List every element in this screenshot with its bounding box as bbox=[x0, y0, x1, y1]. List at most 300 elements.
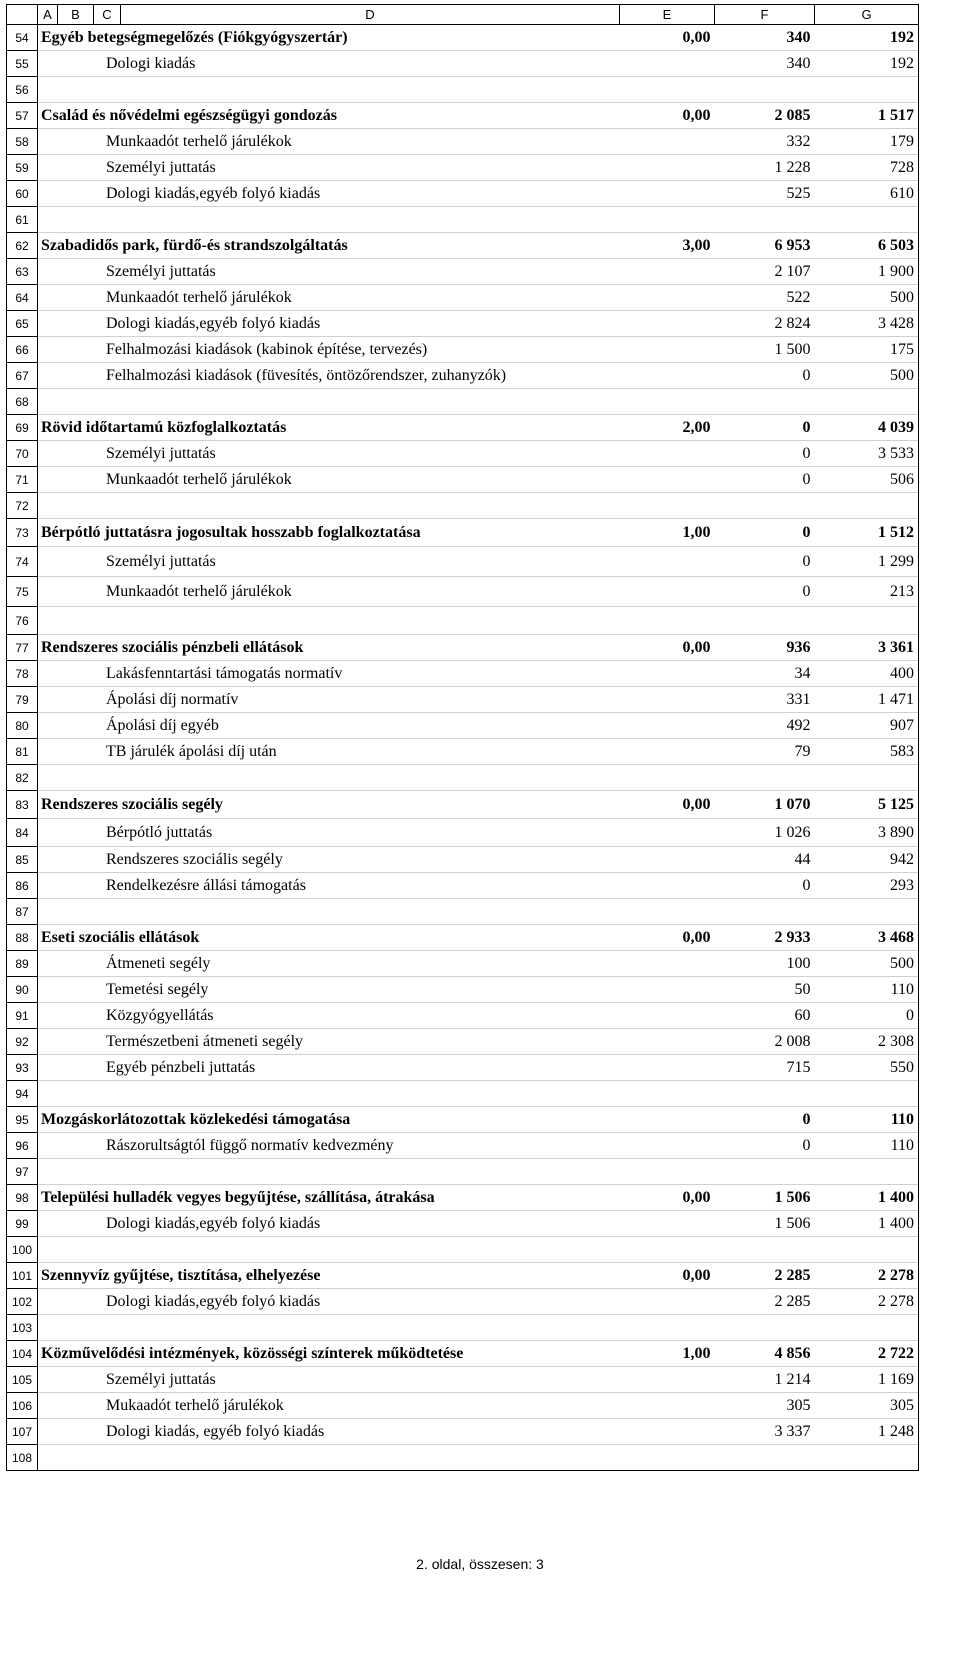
cell-e[interactable] bbox=[620, 661, 715, 687]
cell-f[interactable]: 492 bbox=[715, 713, 815, 739]
cell-g[interactable]: 293 bbox=[815, 873, 919, 899]
cell-f[interactable]: 79 bbox=[715, 739, 815, 765]
item-row bbox=[7, 873, 919, 899]
cell-f[interactable]: 1 506 bbox=[715, 1185, 815, 1211]
item-row bbox=[7, 181, 919, 207]
cell-description[interactable] bbox=[38, 1393, 620, 1419]
cell-e[interactable] bbox=[620, 765, 715, 791]
cell-g[interactable]: 192 bbox=[815, 25, 919, 51]
cell-description[interactable] bbox=[38, 687, 620, 713]
cell-f[interactable]: 2 824 bbox=[715, 311, 815, 337]
cell-g[interactable]: 3 890 bbox=[815, 819, 919, 847]
cell-description[interactable] bbox=[38, 577, 620, 607]
cell-f[interactable]: 44 bbox=[715, 847, 815, 873]
cell-g[interactable]: 2 278 bbox=[815, 1263, 919, 1289]
cell-e[interactable] bbox=[620, 687, 715, 713]
cell-f[interactable] bbox=[715, 1237, 815, 1263]
cell-description[interactable] bbox=[38, 1029, 620, 1055]
row-header[interactable]: 71 bbox=[7, 467, 38, 493]
row-header[interactable]: 73 bbox=[7, 519, 38, 547]
row-header[interactable]: 72 bbox=[7, 493, 38, 519]
cell-g[interactable]: 610 bbox=[815, 181, 919, 207]
cell-description[interactable] bbox=[38, 1107, 620, 1133]
cell-g[interactable]: 506 bbox=[815, 467, 919, 493]
cell-g[interactable]: 1 400 bbox=[815, 1211, 919, 1237]
cell-f[interactable]: 0 bbox=[715, 1107, 815, 1133]
description-text: TB járulék ápolási díj után bbox=[106, 742, 277, 760]
row-header[interactable]: 88 bbox=[7, 925, 38, 951]
cell-f[interactable]: 2 107 bbox=[715, 259, 815, 285]
cell-description[interactable] bbox=[38, 1185, 620, 1211]
cell-g[interactable]: 3 533 bbox=[815, 441, 919, 467]
cell-f[interactable]: 340 bbox=[715, 51, 815, 77]
cell-description[interactable] bbox=[38, 181, 620, 207]
row-header[interactable]: 65 bbox=[7, 311, 38, 337]
column-header-b[interactable]: B bbox=[58, 5, 94, 25]
row-header[interactable]: 54 bbox=[7, 25, 38, 51]
row-header[interactable]: 82 bbox=[7, 765, 38, 791]
cell-f[interactable]: 0 bbox=[715, 467, 815, 493]
cell-description[interactable] bbox=[38, 467, 620, 493]
cell-e[interactable] bbox=[620, 467, 715, 493]
column-header-f[interactable]: F bbox=[715, 5, 815, 25]
spreadsheet-table bbox=[6, 4, 919, 1471]
row-header[interactable]: 99 bbox=[7, 1211, 38, 1237]
row-header[interactable]: 89 bbox=[7, 951, 38, 977]
cell-description[interactable] bbox=[38, 1211, 620, 1237]
row-header[interactable]: 74 bbox=[7, 547, 38, 577]
cell-e[interactable] bbox=[620, 285, 715, 311]
cell-description[interactable] bbox=[38, 1055, 620, 1081]
row-header[interactable]: 95 bbox=[7, 1107, 38, 1133]
cell-e[interactable] bbox=[620, 1419, 715, 1445]
row-header[interactable]: 70 bbox=[7, 441, 38, 467]
cell-description[interactable] bbox=[38, 285, 620, 311]
cell-f[interactable]: 0 bbox=[715, 577, 815, 607]
cell-f[interactable] bbox=[715, 1081, 815, 1107]
cell-f[interactable]: 305 bbox=[715, 1393, 815, 1419]
row-header[interactable]: 106 bbox=[7, 1393, 38, 1419]
cell-g[interactable]: 907 bbox=[815, 713, 919, 739]
cell-description[interactable] bbox=[38, 1159, 620, 1185]
cell-e[interactable] bbox=[620, 1133, 715, 1159]
cell-f[interactable]: 2 008 bbox=[715, 1029, 815, 1055]
cell-e[interactable] bbox=[620, 77, 715, 103]
cell-g[interactable]: 1 512 bbox=[815, 519, 919, 547]
cell-description[interactable] bbox=[38, 1419, 620, 1445]
cell-f[interactable]: 34 bbox=[715, 661, 815, 687]
cell-g[interactable]: 1 400 bbox=[815, 1185, 919, 1211]
row-header[interactable]: 98 bbox=[7, 1185, 38, 1211]
description-text: Személyi juttatás bbox=[106, 262, 216, 280]
row-header[interactable]: 100 bbox=[7, 1237, 38, 1263]
row-header[interactable]: 69 bbox=[7, 415, 38, 441]
description-text bbox=[38, 612, 106, 629]
cell-g[interactable]: 1 248 bbox=[815, 1419, 919, 1445]
cell-description[interactable] bbox=[38, 951, 620, 977]
cell-description[interactable] bbox=[38, 1237, 620, 1263]
cell-g[interactable] bbox=[815, 1081, 919, 1107]
cell-f[interactable] bbox=[715, 389, 815, 415]
cell-e[interactable] bbox=[620, 899, 715, 925]
row-header[interactable]: 94 bbox=[7, 1081, 38, 1107]
row-header[interactable]: 81 bbox=[7, 739, 38, 765]
cell-description[interactable] bbox=[38, 51, 620, 77]
cell-f[interactable]: 2 285 bbox=[715, 1289, 815, 1315]
cell-g[interactable]: 2 308 bbox=[815, 1029, 919, 1055]
cell-e[interactable] bbox=[620, 259, 715, 285]
row-header[interactable]: 77 bbox=[7, 635, 38, 661]
cell-description[interactable] bbox=[38, 661, 620, 687]
cell-e[interactable]: 0,00 bbox=[620, 103, 715, 129]
cell-description[interactable] bbox=[38, 1315, 620, 1341]
cell-g[interactable]: 3 428 bbox=[815, 311, 919, 337]
row-header[interactable]: 107 bbox=[7, 1419, 38, 1445]
cell-f[interactable]: 0 bbox=[715, 873, 815, 899]
description-text: Dologi kiadás, egyéb folyó kiadás bbox=[106, 1422, 325, 1440]
cell-g[interactable] bbox=[815, 493, 919, 519]
cell-description[interactable] bbox=[38, 1445, 620, 1471]
cell-g[interactable]: 0 bbox=[815, 1003, 919, 1029]
group-row bbox=[7, 791, 919, 819]
cell-f[interactable]: 522 bbox=[715, 285, 815, 311]
cell-f[interactable] bbox=[715, 207, 815, 233]
cell-e[interactable] bbox=[620, 129, 715, 155]
cell-f[interactable]: 2 285 bbox=[715, 1263, 815, 1289]
cell-e[interactable] bbox=[620, 1107, 715, 1133]
row-header[interactable]: 68 bbox=[7, 389, 38, 415]
cell-description[interactable] bbox=[38, 607, 620, 635]
cell-g[interactable]: 175 bbox=[815, 337, 919, 363]
row-header[interactable]: 86 bbox=[7, 873, 38, 899]
row-header[interactable]: 80 bbox=[7, 713, 38, 739]
cell-g[interactable]: 550 bbox=[815, 1055, 919, 1081]
cell-e[interactable]: 0,00 bbox=[620, 791, 715, 819]
column-header-c[interactable]: C bbox=[94, 5, 121, 25]
column-header-g[interactable]: G bbox=[815, 5, 919, 25]
cell-description[interactable] bbox=[38, 791, 620, 819]
cell-f[interactable]: 1 026 bbox=[715, 819, 815, 847]
cell-f[interactable]: 0 bbox=[715, 363, 815, 389]
cell-e[interactable] bbox=[620, 181, 715, 207]
cell-description[interactable] bbox=[38, 547, 620, 577]
cell-f[interactable]: 4 856 bbox=[715, 1341, 815, 1367]
select-all-corner[interactable] bbox=[7, 5, 38, 25]
cell-description[interactable] bbox=[38, 1289, 620, 1315]
cell-g[interactable]: 400 bbox=[815, 661, 919, 687]
cell-g[interactable]: 1 517 bbox=[815, 103, 919, 129]
cell-description[interactable] bbox=[38, 129, 620, 155]
cell-f[interactable]: 525 bbox=[715, 181, 815, 207]
cell-g[interactable] bbox=[815, 389, 919, 415]
cell-f[interactable]: 1 500 bbox=[715, 337, 815, 363]
cell-g[interactable]: 583 bbox=[815, 739, 919, 765]
cell-e[interactable]: 0,00 bbox=[620, 635, 715, 661]
cell-e[interactable] bbox=[620, 547, 715, 577]
cell-description[interactable] bbox=[38, 103, 620, 129]
cell-g[interactable] bbox=[815, 765, 919, 791]
cell-description[interactable] bbox=[38, 847, 620, 873]
row-header[interactable]: 96 bbox=[7, 1133, 38, 1159]
cell-f[interactable] bbox=[715, 1159, 815, 1185]
row-header[interactable]: 101 bbox=[7, 1263, 38, 1289]
spreadsheet bbox=[6, 4, 919, 1471]
row-header[interactable]: 67 bbox=[7, 363, 38, 389]
cell-description[interactable] bbox=[38, 337, 620, 363]
cell-description[interactable] bbox=[38, 233, 620, 259]
column-header-a[interactable]: A bbox=[38, 5, 58, 25]
cell-e[interactable] bbox=[620, 363, 715, 389]
cell-e[interactable]: 0,00 bbox=[620, 1185, 715, 1211]
cell-f[interactable]: 6 953 bbox=[715, 233, 815, 259]
cell-g[interactable] bbox=[815, 899, 919, 925]
row-header[interactable]: 64 bbox=[7, 285, 38, 311]
cell-g[interactable]: 1 299 bbox=[815, 547, 919, 577]
cell-e[interactable] bbox=[620, 1159, 715, 1185]
cell-e[interactable] bbox=[620, 155, 715, 181]
cell-g[interactable]: 179 bbox=[815, 129, 919, 155]
cell-e[interactable]: 0,00 bbox=[620, 1263, 715, 1289]
row-header[interactable]: 104 bbox=[7, 1341, 38, 1367]
cell-g[interactable]: 500 bbox=[815, 363, 919, 389]
cell-description[interactable] bbox=[38, 819, 620, 847]
cell-f[interactable]: 3 337 bbox=[715, 1419, 815, 1445]
cell-g[interactable]: 3 361 bbox=[815, 635, 919, 661]
row-header[interactable]: 84 bbox=[7, 819, 38, 847]
cell-e[interactable] bbox=[620, 337, 715, 363]
cell-description[interactable] bbox=[38, 25, 620, 51]
cell-e[interactable]: 1,00 bbox=[620, 1341, 715, 1367]
row-header[interactable]: 90 bbox=[7, 977, 38, 1003]
row-header[interactable]: 55 bbox=[7, 51, 38, 77]
cell-f[interactable] bbox=[715, 765, 815, 791]
cell-f[interactable]: 60 bbox=[715, 1003, 815, 1029]
cell-g[interactable] bbox=[815, 607, 919, 635]
description-text: Közgyógyellátás bbox=[106, 1006, 214, 1024]
cell-g[interactable]: 500 bbox=[815, 285, 919, 311]
cell-e[interactable] bbox=[620, 1445, 715, 1471]
cell-description[interactable] bbox=[38, 441, 620, 467]
description-text bbox=[38, 1449, 106, 1466]
cell-description[interactable] bbox=[38, 519, 620, 547]
cell-g[interactable]: 192 bbox=[815, 51, 919, 77]
cell-e[interactable] bbox=[620, 739, 715, 765]
cell-e[interactable] bbox=[620, 847, 715, 873]
cell-description[interactable] bbox=[38, 311, 620, 337]
cell-g[interactable]: 1 900 bbox=[815, 259, 919, 285]
cell-g[interactable]: 6 503 bbox=[815, 233, 919, 259]
cell-g[interactable]: 213 bbox=[815, 577, 919, 607]
cell-g[interactable]: 942 bbox=[815, 847, 919, 873]
row-header[interactable]: 62 bbox=[7, 233, 38, 259]
cell-e[interactable] bbox=[620, 1211, 715, 1237]
cell-g[interactable]: 2 278 bbox=[815, 1289, 919, 1315]
cell-e[interactable] bbox=[620, 1393, 715, 1419]
cell-description[interactable] bbox=[38, 77, 620, 103]
cell-e[interactable]: 3,00 bbox=[620, 233, 715, 259]
cell-f[interactable]: 715 bbox=[715, 1055, 815, 1081]
row-header[interactable]: 103 bbox=[7, 1315, 38, 1341]
cell-e[interactable] bbox=[620, 493, 715, 519]
cell-f[interactable]: 936 bbox=[715, 635, 815, 661]
cell-f[interactable]: 1 214 bbox=[715, 1367, 815, 1393]
cell-g[interactable]: 3 468 bbox=[815, 925, 919, 951]
cell-e[interactable] bbox=[620, 207, 715, 233]
row-header[interactable]: 58 bbox=[7, 129, 38, 155]
cell-description[interactable] bbox=[38, 259, 620, 285]
cell-f[interactable]: 2 085 bbox=[715, 103, 815, 129]
cell-e[interactable]: 2,00 bbox=[620, 415, 715, 441]
cell-f[interactable] bbox=[715, 607, 815, 635]
cell-f[interactable] bbox=[715, 493, 815, 519]
cell-e[interactable] bbox=[620, 951, 715, 977]
cell-g[interactable]: 305 bbox=[815, 1393, 919, 1419]
cell-e[interactable] bbox=[620, 607, 715, 635]
cell-description[interactable] bbox=[38, 713, 620, 739]
cell-f[interactable]: 331 bbox=[715, 687, 815, 713]
row-header[interactable]: 97 bbox=[7, 1159, 38, 1185]
cell-e[interactable] bbox=[620, 977, 715, 1003]
item-row bbox=[7, 363, 919, 389]
cell-description[interactable] bbox=[38, 1081, 620, 1107]
cell-f[interactable]: 0 bbox=[715, 1133, 815, 1159]
cell-g[interactable] bbox=[815, 1159, 919, 1185]
cell-g[interactable] bbox=[815, 207, 919, 233]
cell-description[interactable] bbox=[38, 1263, 620, 1289]
cell-description[interactable] bbox=[38, 765, 620, 791]
cell-description[interactable] bbox=[38, 873, 620, 899]
description-text: Dologi kiadás,egyéb folyó kiadás bbox=[106, 314, 321, 332]
row-header[interactable]: 87 bbox=[7, 899, 38, 925]
cell-e[interactable] bbox=[620, 1315, 715, 1341]
cell-g[interactable] bbox=[815, 77, 919, 103]
cell-description[interactable] bbox=[38, 1341, 620, 1367]
cell-e[interactable] bbox=[620, 1003, 715, 1029]
cell-g[interactable] bbox=[815, 1315, 919, 1341]
empty-row bbox=[7, 207, 919, 233]
row-header[interactable]: 79 bbox=[7, 687, 38, 713]
cell-f[interactable]: 2 933 bbox=[715, 925, 815, 951]
row-header[interactable]: 76 bbox=[7, 607, 38, 635]
row-header[interactable]: 105 bbox=[7, 1367, 38, 1393]
cell-description[interactable] bbox=[38, 155, 620, 181]
row-header[interactable]: 78 bbox=[7, 661, 38, 687]
cell-description[interactable] bbox=[38, 1133, 620, 1159]
cell-f[interactable]: 332 bbox=[715, 129, 815, 155]
cell-description[interactable] bbox=[38, 415, 620, 441]
cell-f[interactable]: 0 bbox=[715, 519, 815, 547]
row-header[interactable]: 85 bbox=[7, 847, 38, 873]
row-header[interactable]: 93 bbox=[7, 1055, 38, 1081]
row-header[interactable]: 59 bbox=[7, 155, 38, 181]
row-header[interactable]: 57 bbox=[7, 103, 38, 129]
cell-description[interactable] bbox=[38, 207, 620, 233]
cell-g[interactable]: 110 bbox=[815, 1107, 919, 1133]
cell-g[interactable]: 4 039 bbox=[815, 415, 919, 441]
cell-g[interactable]: 5 125 bbox=[815, 791, 919, 819]
cell-g[interactable]: 2 722 bbox=[815, 1341, 919, 1367]
cell-description[interactable] bbox=[38, 739, 620, 765]
cell-e[interactable] bbox=[620, 873, 715, 899]
cell-e[interactable] bbox=[620, 1289, 715, 1315]
cell-g[interactable] bbox=[815, 1445, 919, 1471]
cell-e[interactable] bbox=[620, 51, 715, 77]
cell-e[interactable] bbox=[620, 389, 715, 415]
row-header[interactable]: 63 bbox=[7, 259, 38, 285]
row-header[interactable]: 108 bbox=[7, 1445, 38, 1471]
cell-e[interactable]: 1,00 bbox=[620, 519, 715, 547]
cell-description[interactable] bbox=[38, 925, 620, 951]
row-header[interactable]: 60 bbox=[7, 181, 38, 207]
cell-description[interactable] bbox=[38, 493, 620, 519]
cell-e[interactable] bbox=[620, 577, 715, 607]
cell-g[interactable]: 1 471 bbox=[815, 687, 919, 713]
cell-g[interactable]: 1 169 bbox=[815, 1367, 919, 1393]
cell-g[interactable]: 110 bbox=[815, 1133, 919, 1159]
cell-description[interactable] bbox=[38, 389, 620, 415]
cell-f[interactable]: 1 506 bbox=[715, 1211, 815, 1237]
cell-e[interactable] bbox=[620, 1237, 715, 1263]
cell-f[interactable] bbox=[715, 1445, 815, 1471]
row-header[interactable]: 102 bbox=[7, 1289, 38, 1315]
cell-e[interactable] bbox=[620, 713, 715, 739]
cell-f[interactable]: 0 bbox=[715, 547, 815, 577]
cell-f[interactable]: 0 bbox=[715, 441, 815, 467]
cell-e[interactable] bbox=[620, 1081, 715, 1107]
row-header[interactable]: 61 bbox=[7, 207, 38, 233]
cell-e[interactable] bbox=[620, 441, 715, 467]
cell-g[interactable]: 728 bbox=[815, 155, 919, 181]
cell-f[interactable]: 100 bbox=[715, 951, 815, 977]
row-header[interactable]: 75 bbox=[7, 577, 38, 607]
cell-f[interactable]: 340 bbox=[786, 28, 811, 46]
cell-g[interactable] bbox=[815, 1237, 919, 1263]
cell-f[interactable]: 1 228 bbox=[715, 155, 815, 181]
cell-description[interactable] bbox=[38, 1003, 620, 1029]
cell-e[interactable] bbox=[620, 1029, 715, 1055]
column-header-d[interactable]: D bbox=[121, 5, 620, 25]
row-header[interactable]: 66 bbox=[7, 337, 38, 363]
cell-description[interactable] bbox=[38, 635, 620, 661]
cell-f[interactable]: 0 bbox=[715, 415, 815, 441]
cell-e[interactable] bbox=[620, 1055, 715, 1081]
row-header[interactable]: 56 bbox=[7, 77, 38, 103]
cell-f[interactable]: 1 070 bbox=[715, 791, 815, 819]
row-header[interactable]: 91 bbox=[7, 1003, 38, 1029]
cell-description[interactable] bbox=[38, 363, 620, 389]
column-header-e[interactable]: E bbox=[620, 5, 715, 25]
cell-e[interactable] bbox=[620, 311, 715, 337]
cell-description[interactable] bbox=[38, 977, 620, 1003]
cell-e[interactable]: 0,00 bbox=[620, 925, 715, 951]
cell-description[interactable] bbox=[38, 899, 620, 925]
item-row bbox=[7, 1133, 919, 1159]
cell-e[interactable] bbox=[620, 819, 715, 847]
cell-f[interactable] bbox=[715, 1315, 815, 1341]
description-text bbox=[38, 211, 106, 228]
row-header[interactable]: 83 bbox=[7, 791, 38, 819]
cell-f[interactable] bbox=[715, 77, 815, 103]
cell-g[interactable]: 500 bbox=[815, 951, 919, 977]
cell-e[interactable] bbox=[620, 1367, 715, 1393]
cell-f[interactable]: 50 bbox=[715, 977, 815, 1003]
row-header[interactable]: 92 bbox=[7, 1029, 38, 1055]
cell-g[interactable]: 110 bbox=[815, 977, 919, 1003]
description-text bbox=[38, 1319, 106, 1336]
cell-description[interactable] bbox=[38, 1367, 620, 1393]
cell-f[interactable] bbox=[715, 899, 815, 925]
cell-e[interactable]: 0,00 bbox=[682, 28, 711, 46]
